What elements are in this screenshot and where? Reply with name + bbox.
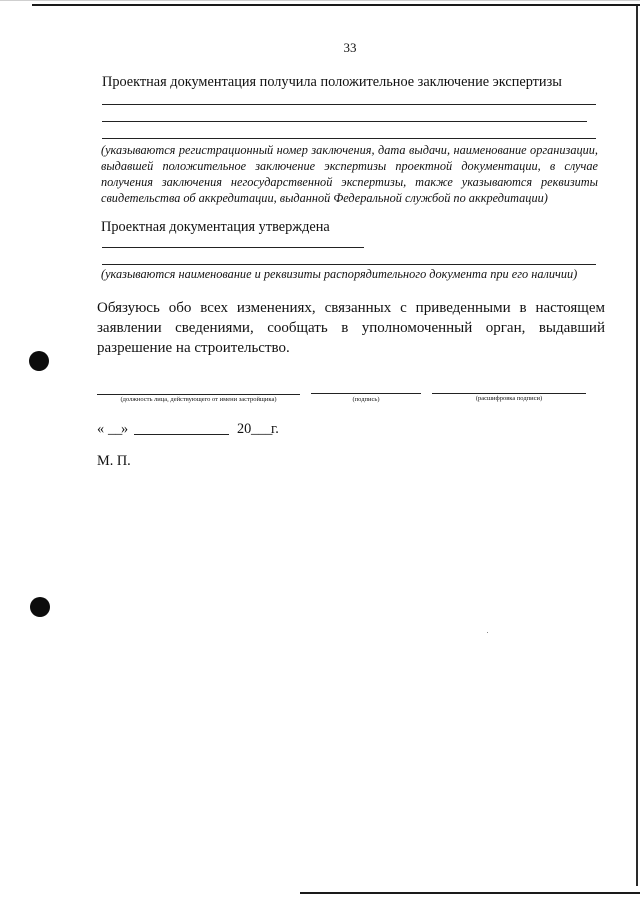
- approval-heading: Проектная документация утверждена: [101, 219, 330, 235]
- signature-caption: (подпись): [352, 396, 380, 403]
- obligation-paragraph: Обязуюсь обо всех изменениях, связанных с приведенными в настоящем заявлении сведениями, сообщать в уполномоченный орган, выдавший разрешение на строительство.: [97, 300, 605, 356]
- scan-speck: [487, 632, 488, 633]
- expertise-fill-line-3: [102, 138, 596, 139]
- approval-fill-line-1: [102, 247, 364, 248]
- page-number: 33: [343, 40, 357, 55]
- expertise-fill-line-2: [102, 121, 587, 122]
- position-signature-line: [97, 394, 300, 395]
- expertise-heading: Проектная документация получила положительное заключение экспертизы: [102, 74, 562, 90]
- decoding-caption: (расшифровка подписи): [475, 395, 543, 402]
- binder-hole-bottom: [30, 597, 50, 617]
- decoding-signature-line: [432, 393, 586, 394]
- stamp-place-label: М. П.: [97, 453, 131, 469]
- date-close-quote: »: [121, 421, 129, 437]
- scan-border-right: [636, 6, 638, 886]
- expertise-note: (указываются регистрационный номер заключения, дата выдачи, наименование организации, выдавшей положительное заключение экспертизы проектной документации, в случае получения заключения негосударственной экспертизы, также указываются реквизиты свидетельства об аккредитации, выданной Федеральной службой по аккредитации): [101, 143, 598, 205]
- date-year-suffix: г.: [271, 421, 279, 437]
- date-day-blank: __: [108, 421, 123, 437]
- approval-fill-line-2: [102, 264, 596, 265]
- expertise-fill-line-1: [102, 104, 596, 105]
- scan-border-bottom: [300, 892, 640, 894]
- page-top-edge: [0, 0, 640, 1]
- approval-note: (указываются наименование и реквизиты распорядительного документа при его наличии): [101, 267, 578, 281]
- position-caption: (должность лица, действующего от имени застройщика): [120, 396, 277, 403]
- date-year-prefix: 20: [237, 421, 252, 437]
- date-month-line: [134, 434, 229, 435]
- binder-hole-top: [29, 351, 49, 371]
- date-open-quote: «: [97, 421, 105, 437]
- signature-line: [311, 393, 421, 394]
- date-year-blank: ___: [251, 421, 273, 437]
- scan-border-top: [32, 4, 640, 6]
